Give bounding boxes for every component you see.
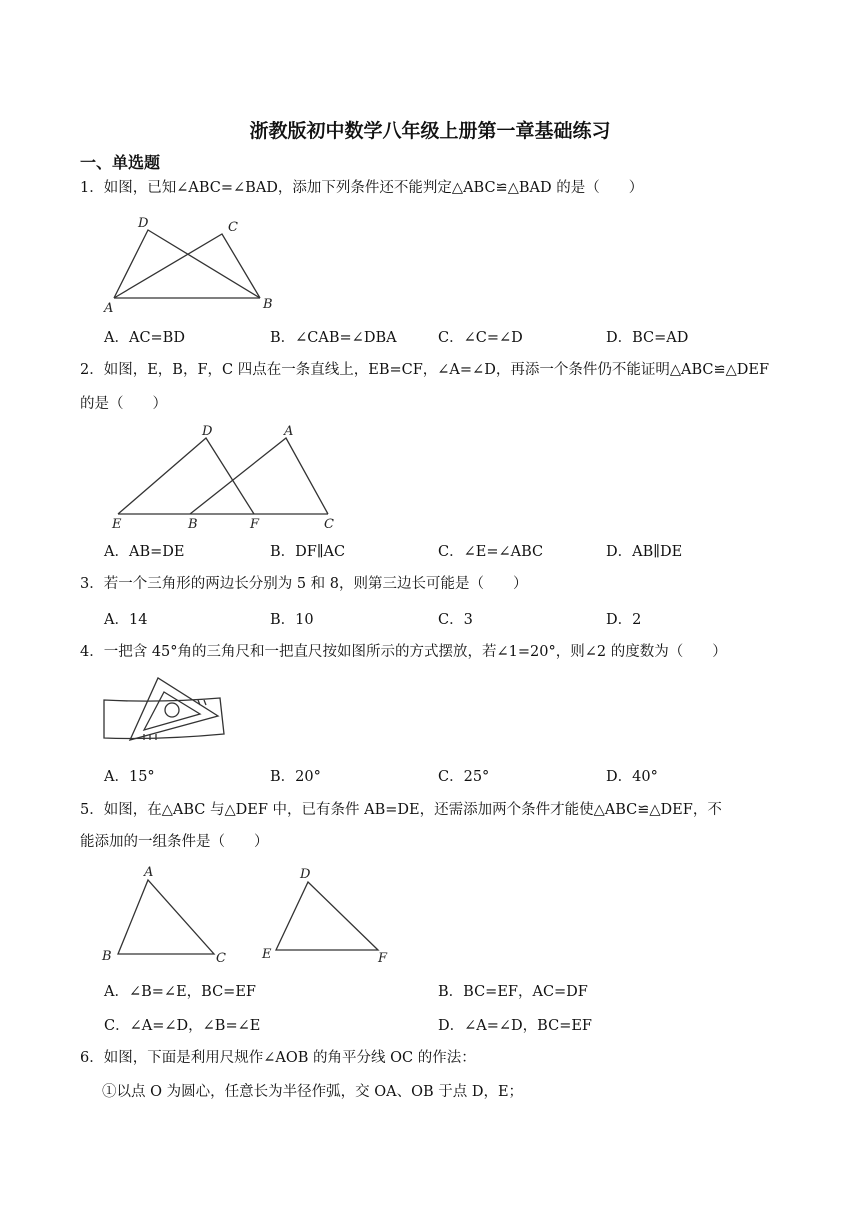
question-6-step-1 <box>102 1082 523 1102</box>
q2-triangle-abc <box>190 438 328 514</box>
question-5-text-line1: 5．如图，在△ABC 与△DEF 中，已有条件 AB=DE，还需添加两个条件才能使△ABC≌△DEF，不 <box>80 802 722 818</box>
question-2-text-line2: 的是（ ） <box>80 396 167 412</box>
q1-line-a-c-b <box>114 234 260 298</box>
q1-option-c: C．∠C=∠D <box>438 330 523 346</box>
q5-label-e: E <box>262 947 272 962</box>
q2-option-d: D．AB∥DE <box>606 544 683 560</box>
q5-triangle-abc <box>118 880 214 954</box>
q4-option-b: B．20° <box>270 769 321 785</box>
q2-option-b: B．DF∥AC <box>270 544 346 560</box>
q2-label-e: E <box>112 517 122 532</box>
q1-label-a: A <box>104 301 114 316</box>
q4-set-square-inner <box>144 692 200 730</box>
question-5-figure <box>96 862 406 970</box>
q4-tick-5 <box>204 700 206 705</box>
question-1-text: 1．如图，已知∠ABC=∠BAD，添加下列条件还不能判定△ABC≌△BAD 的是（ ） <box>80 180 644 196</box>
question-2-text-line1: 2．如图，E，B，F，C 四点在一条直线上，EB=CF，∠A=∠D，再添一个条件仍不能证明△ABC≌△DEF <box>80 362 770 378</box>
question-2-figure <box>104 420 354 532</box>
q2-label-a: A <box>284 424 294 439</box>
q5-triangle-def <box>276 882 378 950</box>
q5-option-b: B．BC=EF，AC=DF <box>438 984 588 1000</box>
q1-label-d: D <box>138 216 149 231</box>
q3-option-d: D．2 <box>606 612 642 628</box>
q4-set-square-hole <box>165 703 179 717</box>
q5-option-a: A．∠B=∠E，BC=EF <box>104 984 256 1000</box>
q2-option-a: A．AB=DE <box>104 544 185 560</box>
q5-label-c: C <box>216 951 226 966</box>
q5-option-d: D．∠A=∠D，BC=EF <box>438 1018 592 1034</box>
q1-label-b: B <box>263 297 273 312</box>
q3-option-a: A．14 <box>104 612 148 628</box>
section-heading: 一、单选题 <box>80 153 161 172</box>
q2-label-d: D <box>202 424 213 439</box>
q4-option-a: A．15° <box>104 769 155 785</box>
q5-option-c: C．∠A=∠D，∠B=∠E <box>104 1018 261 1034</box>
q1-option-a: A．AC=BD <box>104 330 185 346</box>
question-4-figure <box>100 672 230 748</box>
q3-option-c: C．3 <box>438 612 473 628</box>
q5-label-d: D <box>300 867 311 882</box>
question-4-text: 4．一把含 45°角的三角尺和一把直尺按如图所示的方式摆放，若∠1=20°，则∠2 的度数为（ ） <box>80 644 727 660</box>
q4-option-d: D．40° <box>606 769 658 785</box>
q2-label-f: F <box>250 517 260 532</box>
q5-label-a: A <box>144 865 154 880</box>
q2-triangle-def <box>118 438 254 514</box>
question-3-text: 3．若一个三角形的两边长分别为 5 和 8，则第三边长可能是（ ） <box>80 576 528 592</box>
q2-option-c: C．∠E=∠ABC <box>438 544 544 560</box>
q2-label-c: C <box>324 517 334 532</box>
q1-line-a-d-b <box>114 230 260 298</box>
q4-option-c: C．25° <box>438 769 490 785</box>
step-1-text: 以点 O 为圆心，任意长为半径作弧，交 OA、OB 于点 D，E； <box>116 1084 524 1100</box>
q5-label-f: F <box>378 951 388 966</box>
q3-option-b: B．10 <box>270 612 314 628</box>
q5-label-b: B <box>102 949 112 964</box>
question-1-figure <box>96 212 286 316</box>
q1-label-c: C <box>228 220 238 235</box>
page-title: 浙教版初中数学八年级上册第一章基础练习 <box>249 120 611 142</box>
question-6-text: 6．如图，下面是利用尺规作∠AOB 的角平分线 OC 的作法： <box>80 1050 476 1066</box>
step-1-circled-number: ① <box>102 1084 117 1100</box>
q2-label-b: B <box>188 517 198 532</box>
q1-option-b: B．∠CAB=∠DBA <box>270 330 397 346</box>
question-5-text-line2: 能添加的一组条件是（ ） <box>80 834 269 850</box>
q1-option-d: D．BC=AD <box>606 330 689 346</box>
